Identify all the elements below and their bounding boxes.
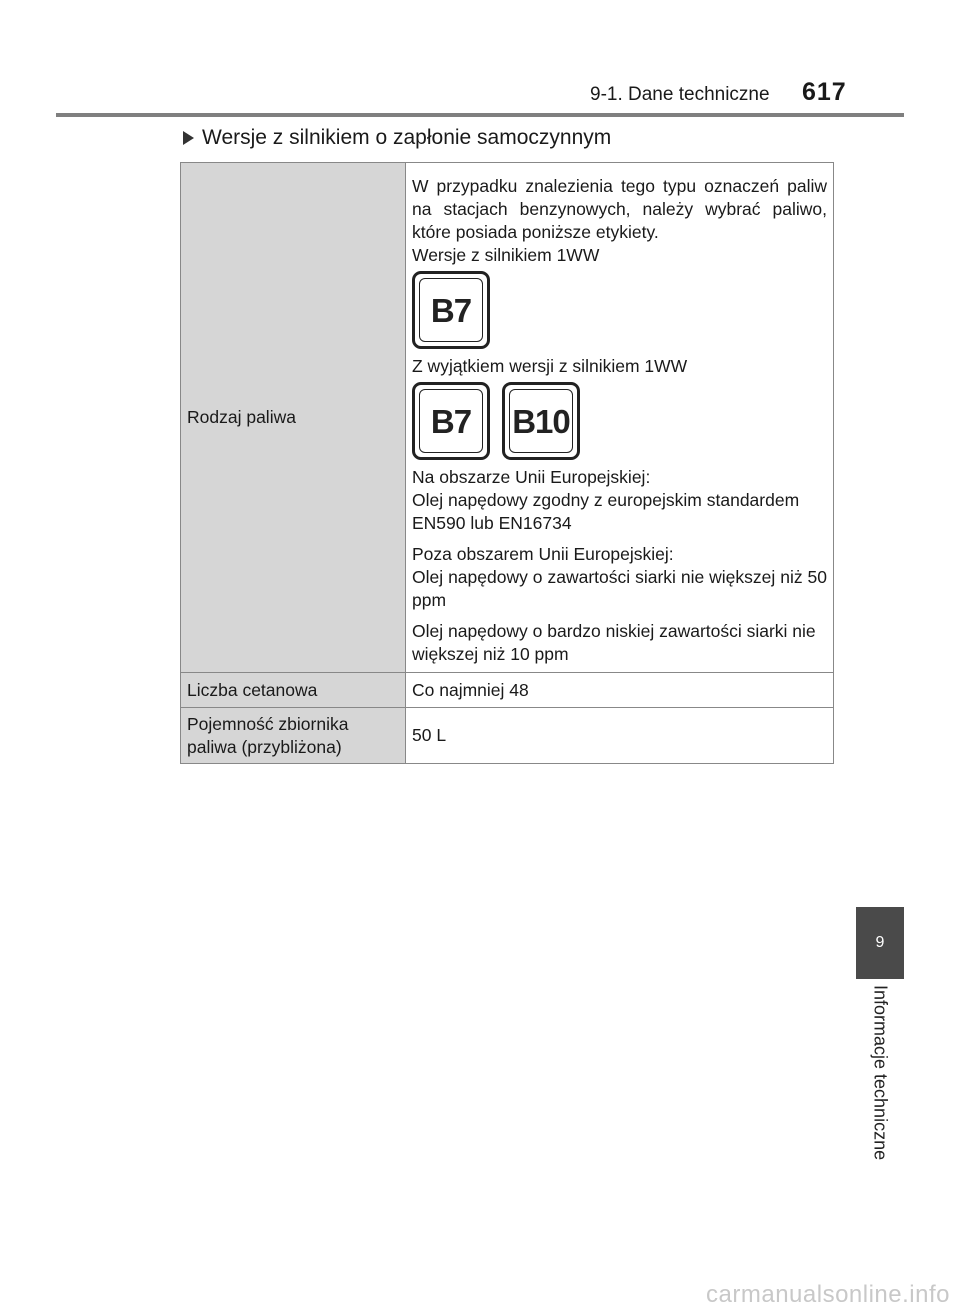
non-eu-text: Olej napędowy o zawartości siarki nie większej niż 50 ppm <box>412 567 827 610</box>
except-1ww-text: Z wyjątkiem wersji z silnikiem 1WW <box>412 356 688 376</box>
fuel-spec-table <box>180 162 834 764</box>
fuel-label-b7-icon <box>412 382 490 460</box>
chapter-number: 9 <box>875 934 885 951</box>
fuel-label-b7-icon <box>412 271 490 349</box>
badge-text: B10 <box>512 402 570 440</box>
cetane-value: Co najmniej 48 <box>406 673 834 708</box>
fuel-label-b10-icon <box>502 382 580 460</box>
version-1ww-text: Wersje z silnikiem 1WW <box>412 245 600 265</box>
chapter-label <box>856 985 904 1175</box>
table-row-tank <box>181 708 834 764</box>
eu-text: Olej napędowy zgodny z europejskim standardem EN590 lub EN16734 <box>412 490 800 533</box>
table-row-cetane <box>181 673 834 708</box>
fuel-type-value <box>406 163 834 673</box>
table-row-fuel-type <box>181 163 834 673</box>
page-header <box>590 78 890 112</box>
triangle-bullet-icon <box>183 131 194 145</box>
page-number: 617 <box>802 78 847 106</box>
badges-other <box>412 382 827 460</box>
badges-1ww <box>412 271 827 349</box>
ultra-low-sulfur-text: Olej napędowy o bardzo niskiej zawartości siarki nie większej niż 10 ppm <box>412 621 816 664</box>
badge-text: B7 <box>430 402 472 440</box>
cetane-label: Liczba cetanowa <box>181 673 406 708</box>
header-divider <box>56 113 904 117</box>
header-section-title: 9-1. Dane techniczne <box>590 84 770 105</box>
fuel-intro-text: W przypadku znalezienia tego typu oznaczeń paliw na stacjach benzynowych, należy wybrać paliwo, które posiada poniższe etykiety. <box>412 176 827 242</box>
fuel-type-label: Rodzaj paliwa <box>181 163 406 673</box>
tank-value: 50 L <box>406 708 834 764</box>
tank-label: Pojemność zbiornika paliwa (przybliżona) <box>181 708 406 764</box>
eu-heading: Na obszarze Unii Europejskiej: <box>412 467 651 487</box>
chapter-tab <box>856 907 904 979</box>
section-heading-text: Wersje z silnikiem o zapłonie samoczynnym <box>202 126 612 149</box>
chapter-label-text: Informacje techniczne <box>870 985 891 1161</box>
badge-text: B7 <box>430 291 472 329</box>
section-heading <box>183 126 611 150</box>
watermark: carmanualsonline.info <box>706 1281 950 1308</box>
non-eu-heading: Poza obszarem Unii Europejskiej: <box>412 544 674 564</box>
